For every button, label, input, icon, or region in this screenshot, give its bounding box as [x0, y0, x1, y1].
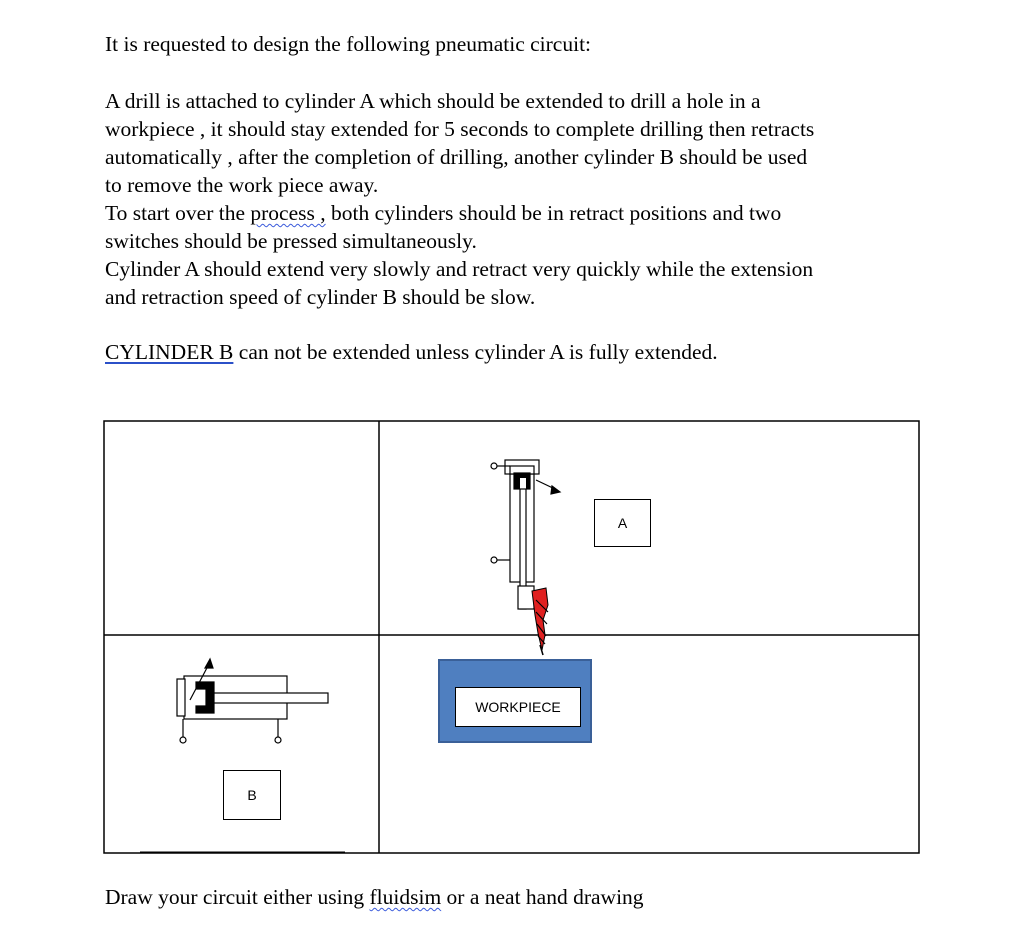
para2-line2: switches should be pressed simultaneously.	[105, 229, 477, 253]
cylinder-b-label: B	[223, 770, 281, 820]
workpiece-label: WORKPIECE	[455, 687, 581, 727]
para3-line1: Cylinder A should extend very slowly and retract very quickly while the extension	[105, 257, 814, 281]
footer-after: or a neat hand drawing	[441, 885, 644, 909]
cylinder-a-port-top	[491, 463, 497, 469]
para2-text-after: both cylinders should be in retract positions and two	[325, 201, 782, 225]
para1-line2: workpiece , it should stay extended for 5 seconds to complete drilling then retracts	[105, 117, 815, 141]
cylinder-b-port-left	[180, 737, 186, 743]
page-heading: It is requested to design the following pneumatic circuit:	[105, 32, 592, 56]
cylinder-b-port-right	[275, 737, 281, 743]
para1-line1: A drill is attached to cylinder A which should be extended to drill a hole in a	[105, 89, 761, 113]
cylinder-b-symbol	[177, 659, 328, 743]
footer-before: Draw your circuit either using	[105, 885, 370, 909]
para2-text-before: To start over the	[105, 201, 251, 225]
para1-line4: to remove the work piece away.	[105, 173, 379, 197]
cylinder-a-port-bottom	[491, 557, 497, 563]
cylinder-a-symbol	[491, 460, 560, 609]
cylinder-b-arrow-icon	[205, 659, 213, 668]
cylinder-b-underlined: CYLINDER B	[105, 340, 234, 364]
para3-line2: and retraction speed of cylinder B should be slow.	[105, 285, 536, 309]
drill-bit-icon	[532, 588, 548, 655]
cylinder-b-rod	[214, 693, 328, 703]
cylinder-a-arrow-icon	[551, 486, 560, 494]
spellcheck-process[interactable]: process ,	[250, 201, 326, 225]
para1-line3: automatically , after the completion of drilling, another cylinder B should be used	[105, 145, 808, 169]
para4-rest: can not be extended unless cylinder A is fully extended.	[233, 340, 718, 364]
cylinder-a-label: A	[594, 499, 651, 547]
cylinder-b-cap	[177, 679, 185, 716]
spellcheck-fluidsim[interactable]: fluidsim	[369, 885, 442, 909]
